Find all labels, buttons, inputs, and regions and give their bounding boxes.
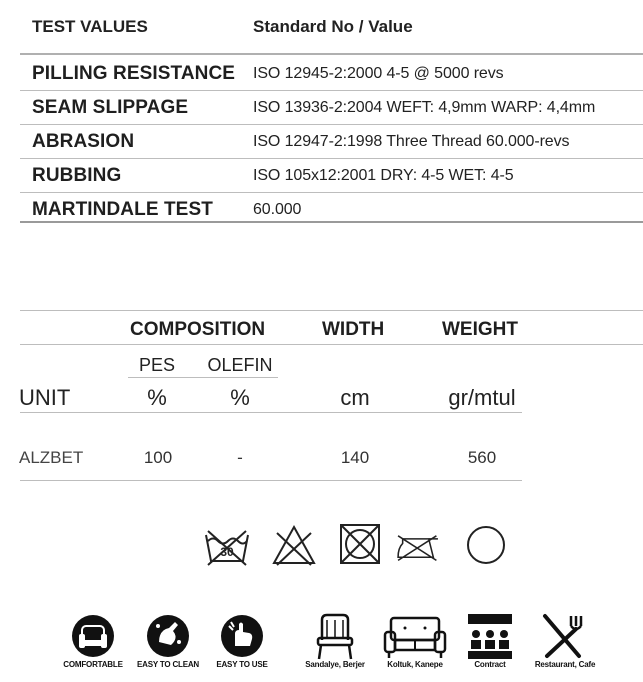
easy-to-clean-icon xyxy=(145,612,191,660)
test-row-pilling xyxy=(20,56,643,90)
pes-subheader: PES xyxy=(138,355,176,375)
test-label: PILLING RESISTANCE xyxy=(32,63,236,84)
test-value: ISO 12945-2:2000 4-5 @ 5000 revs xyxy=(253,65,504,82)
olefin-value: - xyxy=(237,448,243,467)
svg-text:30: 30 xyxy=(220,545,234,559)
easy-to-use-icon xyxy=(219,612,265,660)
composition-bottom-border xyxy=(20,480,522,481)
feature-label-easy-to-clean: EASY TO CLEAN xyxy=(136,660,200,669)
composition-header: COMPOSITION xyxy=(130,319,266,340)
composition-sub-divider xyxy=(128,377,278,378)
test-label: SEAM SLIPPAGE xyxy=(32,97,189,118)
feature-label-chair: Sandalye, Berjer xyxy=(305,660,365,669)
composition-top-border xyxy=(20,310,643,311)
test-label: ABRASION xyxy=(32,131,135,152)
test-value: ISO 12947-2:1998 Three Thread 60.000-revs xyxy=(253,133,570,150)
no-tumble-dry-icon xyxy=(338,523,384,567)
olefin-unit: % xyxy=(230,385,250,410)
test-row-seam-slippage xyxy=(20,90,643,124)
test-label: MARTINDALE TEST xyxy=(32,199,213,220)
chair-icon xyxy=(313,612,357,660)
feature-label-easy-to-use: EASY TO USE xyxy=(216,660,268,669)
weight-header: WEIGHT xyxy=(442,319,518,340)
width-header: WIDTH xyxy=(322,319,385,340)
contract-icon xyxy=(465,612,515,660)
width-unit: cm xyxy=(340,385,370,410)
feature-label-comfortable: COMFORTABLE xyxy=(63,660,123,669)
comfortable-icon xyxy=(70,612,116,660)
pes-unit: % xyxy=(147,385,167,410)
test-label: RUBBING xyxy=(32,165,122,186)
test-values-header: TEST VALUES xyxy=(32,17,148,36)
restaurant-icon xyxy=(541,612,587,660)
width-value: 140 xyxy=(340,448,370,467)
product-name: ALZBET xyxy=(19,448,84,467)
pes-value: 100 xyxy=(143,448,173,467)
wash-30-icon xyxy=(204,523,250,567)
weight-unit: gr/mtul xyxy=(448,385,516,410)
header-divider xyxy=(20,53,643,55)
dry-clean-icon xyxy=(464,523,510,567)
olefin-subheader: OLEFIN xyxy=(207,355,273,375)
feature-label-sofa: Koltuk, Kanepe xyxy=(387,660,443,669)
no-bleach-icon xyxy=(271,523,317,567)
composition-header-divider xyxy=(20,344,643,345)
test-value: 60.000 xyxy=(253,201,302,218)
standard-value-header: Standard No / Value xyxy=(253,17,413,36)
feature-label-restaurant: Restaurant, Cafe xyxy=(534,660,596,669)
test-value: ISO 13936-2:2004 WEFT: 4,9mm WARP: 4,4mm xyxy=(253,99,596,116)
test-value: ISO 105x12:2001 DRY: 4-5 WET: 4-5 xyxy=(253,167,514,184)
test-row-abrasion xyxy=(20,124,643,158)
no-iron-icon xyxy=(395,523,441,567)
feature-label-contract: Contract xyxy=(474,660,506,669)
weight-value: 560 xyxy=(467,448,497,467)
sofa-icon xyxy=(383,612,447,660)
unit-label: UNIT xyxy=(19,385,71,410)
test-row-rubbing xyxy=(20,158,643,192)
unit-row-divider xyxy=(20,412,522,413)
table-bottom-border xyxy=(20,221,643,223)
